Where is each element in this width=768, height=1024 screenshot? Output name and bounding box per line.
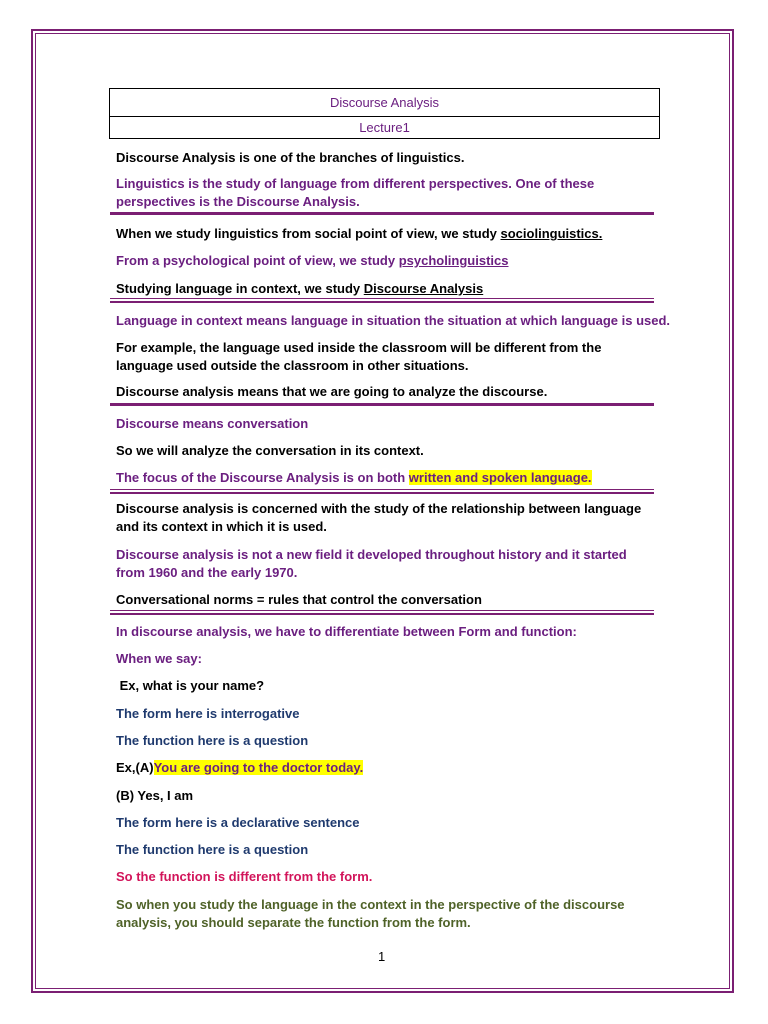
paragraph: The form here is a declarative sentence xyxy=(116,815,360,830)
paragraph: So the function is different from the form. xyxy=(116,869,373,884)
example-line xyxy=(116,759,656,777)
paragraph: So when you study the language in the context in the perspective of the discourse analysis, you should separate the function from the form. xyxy=(116,897,625,930)
highlighted-text: You are going to the doctor today. xyxy=(153,760,364,775)
paragraph xyxy=(116,469,656,487)
paragraph: Discourse analysis means that we are going to analyze the discourse. xyxy=(116,384,548,399)
text-span: The focus of the Discourse Analysis is on both xyxy=(116,470,409,485)
page-number: 1 xyxy=(378,949,386,964)
section-divider xyxy=(110,610,654,615)
example-line: Ex, what is your name? xyxy=(116,678,265,693)
document-title: Discourse Analysis xyxy=(109,88,660,117)
underlined-term: psycholinguistics xyxy=(398,253,509,268)
text-span: Studying language in context, we study xyxy=(116,281,364,296)
paragraph xyxy=(116,252,656,270)
paragraph: Conversational norms = rules that control the conversation xyxy=(116,592,482,607)
paragraph: Discourse Analysis is one of the branches of linguistics. xyxy=(116,150,465,165)
paragraph: The function here is a question xyxy=(116,842,309,857)
paragraph: For example, the language used inside the classroom will be different from the language used outside the classroom in other situations. xyxy=(116,340,602,373)
underlined-term: Discourse Analysis xyxy=(363,281,484,296)
section-divider xyxy=(110,212,654,215)
lecture-label: Lecture1 xyxy=(109,117,660,139)
paragraph xyxy=(116,280,656,298)
paragraph: Discourse analysis is concerned with the study of the relationship between language and its context in which it is used. xyxy=(116,501,642,534)
section-divider xyxy=(110,489,654,494)
text-span: Ex,(A) xyxy=(116,760,154,775)
text-span: From a psychological point of view, we study xyxy=(116,253,399,268)
underlined-term: sociolinguistics. xyxy=(500,226,603,241)
paragraph: Linguistics is the study of language from different perspectives. One of these perspectives is the Discourse Analysis. xyxy=(116,176,595,209)
paragraph xyxy=(116,225,656,243)
paragraph: Discourse means conversation xyxy=(116,416,309,431)
paragraph: Language in context means language in situation the situation at which language is used. xyxy=(116,313,671,328)
paragraph: Discourse analysis is not a new field it developed throughout history and it started from 1960 and the early 1970. xyxy=(116,547,627,580)
highlighted-text: written and spoken language. xyxy=(408,470,592,485)
title-table xyxy=(109,88,660,139)
section-divider xyxy=(110,298,654,303)
paragraph: When we say: xyxy=(116,651,202,666)
paragraph: The form here is interrogative xyxy=(116,706,300,721)
text-span: When we study linguistics from social point of view, we study xyxy=(116,226,501,241)
paragraph: The function here is a question xyxy=(116,733,309,748)
example-line: (B) Yes, I am xyxy=(116,788,194,803)
section-divider xyxy=(110,403,654,406)
paragraph: In discourse analysis, we have to differentiate between Form and function: xyxy=(116,624,577,639)
paragraph: So we will analyze the conversation in its context. xyxy=(116,443,424,458)
